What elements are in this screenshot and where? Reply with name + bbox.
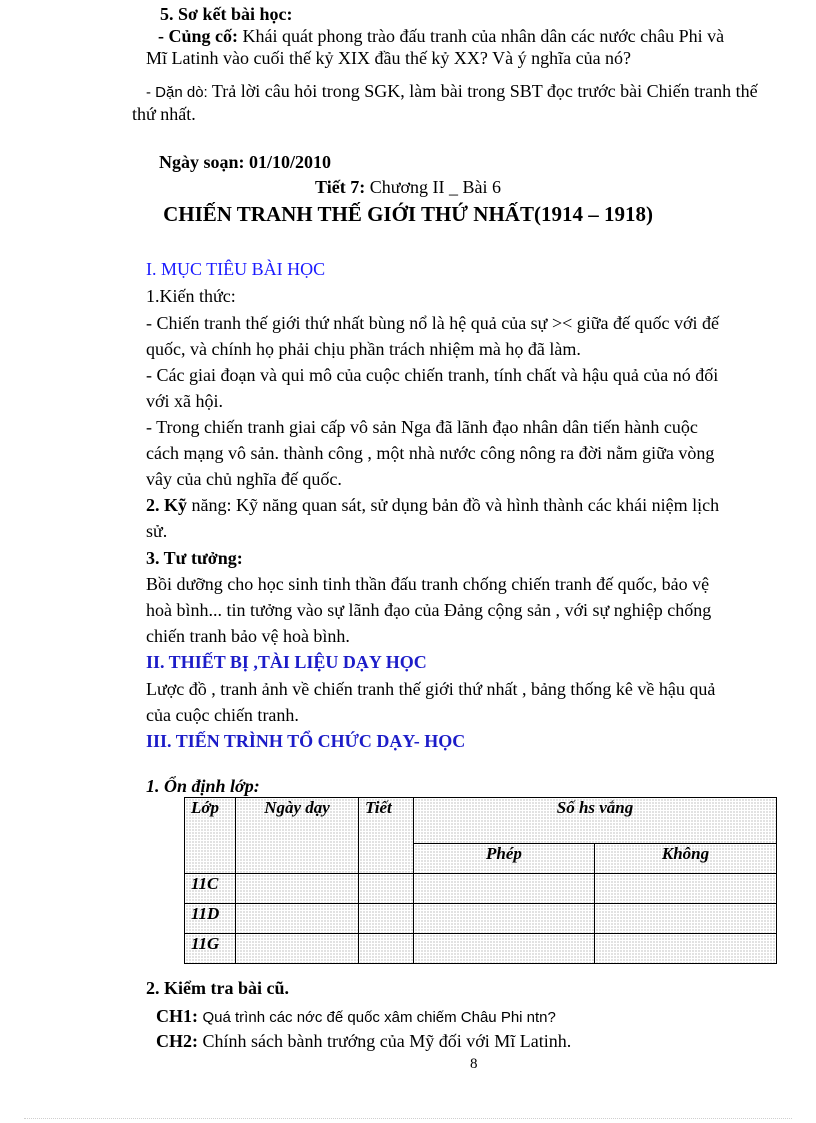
chapter-label: Chương II _ Bài 6 — [369, 177, 501, 197]
row-class: 11G — [185, 934, 236, 964]
summary-homework-line2: thứ nhất. — [132, 104, 196, 124]
summary-consolidate-line2: Mĩ Latinh vào cuối thế kỷ XIX đầu thế kỷ XX? Và ý nghĩa của nó? — [146, 48, 632, 68]
lesson-date: Ngày soạn: 01/10/2010 — [159, 152, 332, 172]
skills-line2: sử. — [146, 521, 168, 541]
row-cell — [414, 904, 595, 934]
equipment-heading: II. THIẾT BỊ ,TÀI LIỆU DẠY HỌC — [146, 652, 427, 672]
process-heading: III. TIẾN TRÌNH TỔ CHỨC DẠY- HỌC — [146, 731, 466, 751]
equipment-line1: Lược đồ , tranh ảnh về chiến tranh thế giới thứ nhất , bảng thống kê về hậu quả — [146, 679, 716, 699]
row-cell — [595, 934, 777, 964]
knowledge-line: với xã hội. — [146, 391, 224, 411]
knowledge-line: vây của chủ nghĩa đế quốc. — [146, 469, 342, 489]
consolidate-text: Khái quát phong trào đấu tranh của nhân dân các nước châu Phi và — [242, 26, 725, 46]
attendance-table — [184, 797, 777, 964]
row-cell — [414, 874, 595, 904]
question-2 — [156, 1030, 571, 1052]
lesson-title: CHIẾN TRANH THẾ GIỚI THỨ NHẤT(1914 – 1918) — [163, 202, 653, 226]
thought-line: chiến tranh bảo vệ hoà bình. — [146, 626, 350, 646]
knowledge-heading: 1.Kiến thức: — [146, 286, 236, 306]
row-cell — [595, 874, 777, 904]
row-cell — [359, 904, 414, 934]
page-number: 8 — [470, 1056, 478, 1072]
row-class: 11D — [185, 904, 236, 934]
question-1 — [156, 1005, 556, 1029]
homework-label: - Dặn dò: — [146, 84, 208, 101]
thought-line: Bồi dưỡng cho học sinh tinh thần đấu tranh chống chiến tranh đế quốc, bảo vệ — [146, 574, 710, 594]
lesson-period-line — [0, 175, 816, 199]
knowledge-line: quốc, và chính họ phải chịu phần trách nhiệm mà họ đã làm. — [146, 339, 581, 359]
equipment-line2: của cuộc chiến tranh. — [146, 705, 299, 725]
table-header-row — [185, 798, 777, 844]
row-cell — [236, 904, 359, 934]
header-excused: Phép — [414, 844, 595, 874]
header-absent: Số hs vắng — [414, 798, 777, 844]
knowledge-line: cách mạng vô sản. thành công , một nhà nước công nông ra đời nằm giữa vòng — [146, 443, 715, 463]
row-cell — [595, 904, 777, 934]
skills-text: năng: Kỹ năng quan sát, sử dụng bản đồ và hình thành các khái niệm lịch — [191, 495, 720, 515]
skills-label: 2. Kỹ — [146, 495, 188, 515]
table-row — [185, 934, 777, 964]
summary-heading: 5. Sơ kết bài học: — [160, 4, 293, 24]
table-row — [185, 874, 777, 904]
page-bottom-divider — [24, 1118, 792, 1119]
skills-line1 — [146, 494, 719, 516]
consolidate-label: - Củng cố: — [158, 26, 238, 46]
row-cell — [414, 934, 595, 964]
q2-label: CH2: — [156, 1031, 198, 1051]
knowledge-line: - Chiến tranh thế giới thứ nhất bùng nổ là hệ quả của sự >< giữa đế quốc với đế — [146, 313, 719, 333]
q1-text: Quá trình các nớc đế quốc xâm chiếm Châu Phi ntn? — [202, 1009, 556, 1026]
row-cell — [359, 934, 414, 964]
row-class: 11C — [185, 874, 236, 904]
row-cell — [236, 934, 359, 964]
row-cell — [236, 874, 359, 904]
objectives-heading: I. MỤC TIÊU BÀI HỌC — [146, 259, 326, 279]
row-cell — [359, 874, 414, 904]
thought-heading: 3. Tư tưởng: — [146, 548, 243, 568]
thought-line: hoà bình... tin tưởng vào sự lãnh đạo của Đảng cộng sản , với sự nghiệp chống — [146, 600, 712, 620]
knowledge-line: - Trong chiến tranh giai cấp vô sản Nga đã lãnh đạo nhân dân tiến hành cuộc — [146, 417, 698, 437]
header-period: Tiết — [359, 798, 414, 874]
review-heading: 2. Kiểm tra bài cũ. — [146, 978, 289, 998]
stabilize-heading: 1. Ổn định lớp: — [146, 776, 260, 796]
header-unexcused: Không — [595, 844, 777, 874]
summary-homework-line1 — [146, 80, 758, 104]
q2-text: Chính sách bành trướng của Mỹ đối với Mĩ Latinh. — [202, 1031, 572, 1051]
summary-consolidate-line1 — [158, 25, 724, 47]
header-date: Ngày dạy — [236, 798, 359, 874]
knowledge-line: - Các giai đoạn và qui mô của cuộc chiến tranh, tính chất và hậu quả của nó đối — [146, 365, 719, 385]
homework-text: Trả lời câu hỏi trong SGK, làm bài trong SBT đọc trước bài Chiến tranh thế — [211, 81, 758, 101]
period-label: Tiết 7: — [315, 177, 366, 197]
q1-label: CH1: — [156, 1006, 198, 1026]
table-row — [185, 904, 777, 934]
header-class: Lớp — [185, 798, 236, 874]
